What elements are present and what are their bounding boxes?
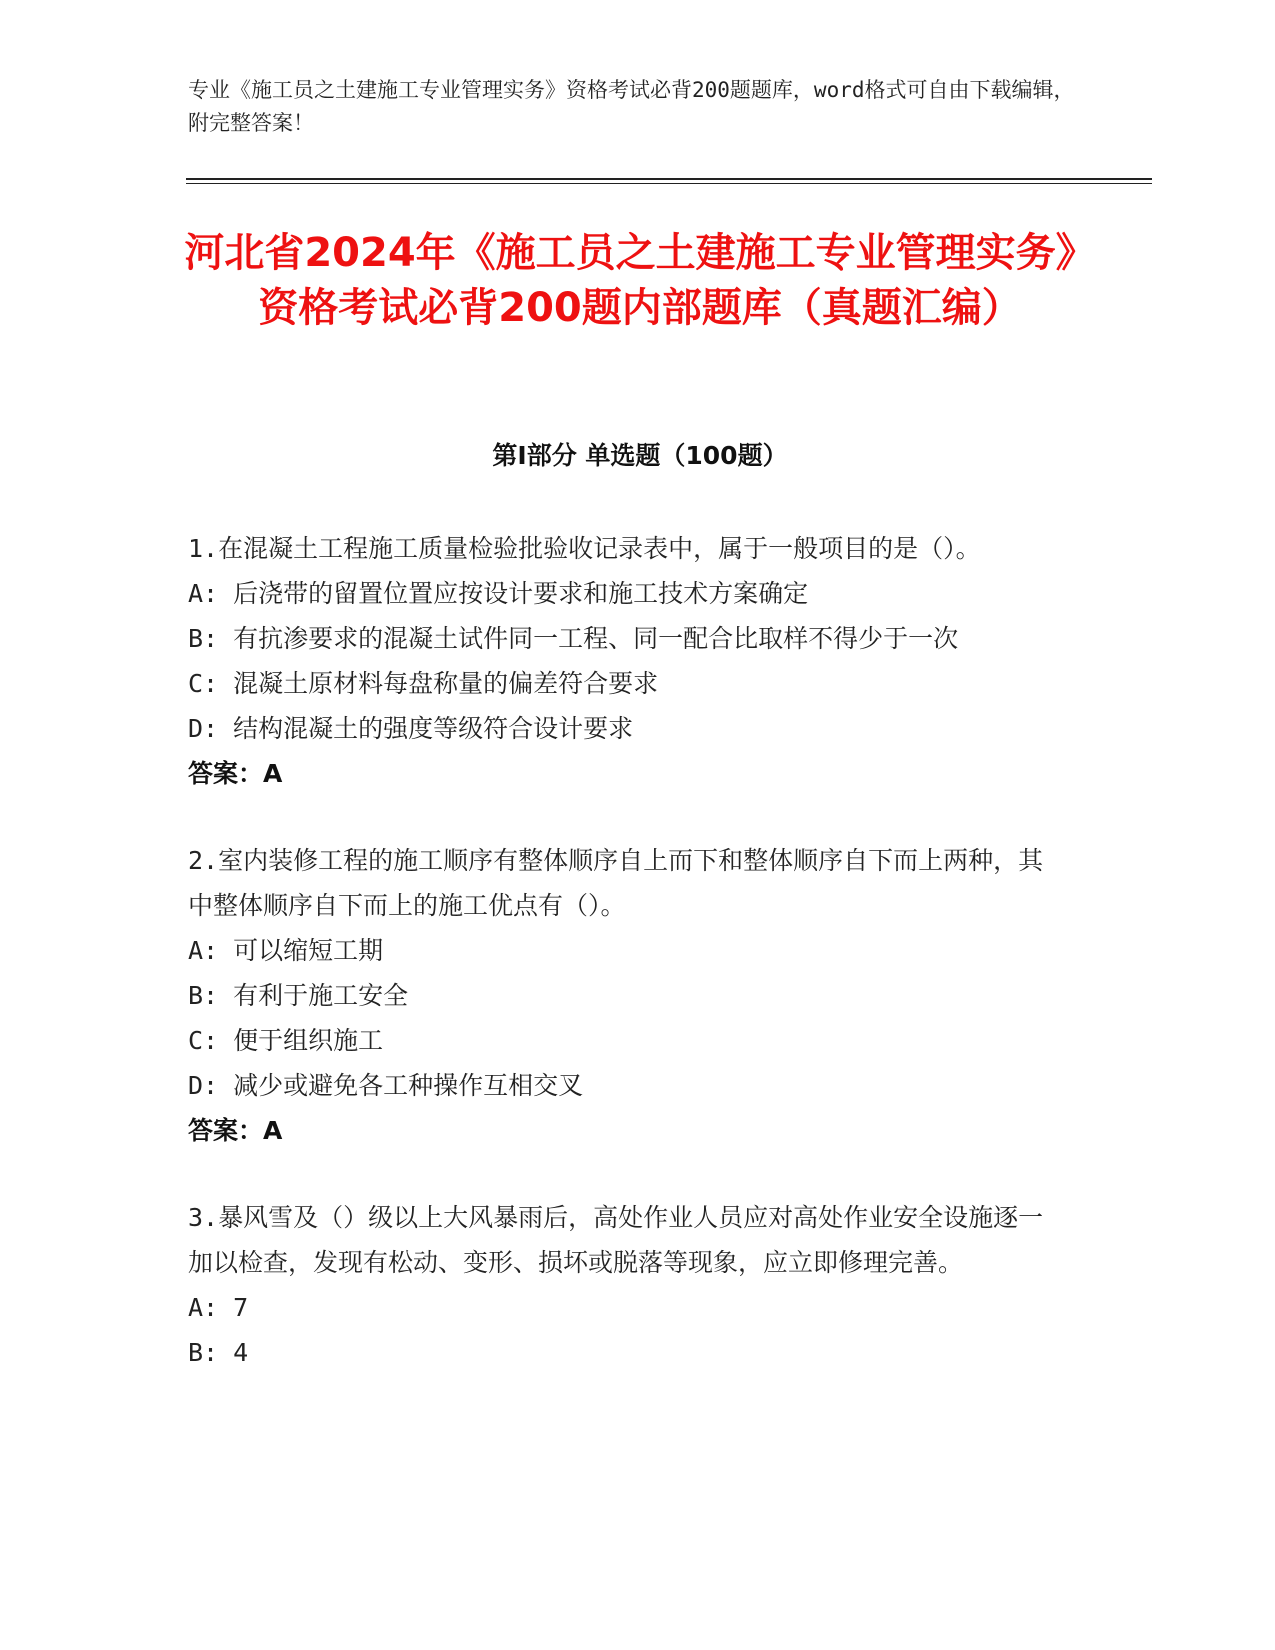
answer: 答案：A bbox=[188, 759, 283, 788]
question-stem: 2.室内装修工程的施工顺序有整体顺序自上而下和整体顺序自下而上两种，其中整体顺序自下而上的施工优点有（）。 bbox=[188, 846, 1044, 920]
option-a: A: 可以缩短工期 bbox=[188, 936, 384, 965]
header-divider-thin bbox=[186, 183, 1152, 184]
option-b: B: 有抗渗要求的混凝土试件同一工程、同一配合比取样不得少于一次 bbox=[188, 624, 959, 653]
question-list bbox=[188, 526, 1068, 1417]
question-3 bbox=[188, 1195, 1068, 1375]
option-d: D: 减少或避免各工种操作互相交叉 bbox=[188, 1071, 584, 1100]
option-d: D: 结构混凝土的强度等级符合设计要求 bbox=[188, 714, 634, 743]
question-1 bbox=[188, 526, 1068, 796]
answer: 答案：A bbox=[188, 1116, 283, 1145]
header-divider-thick bbox=[186, 178, 1152, 180]
option-a: A: 7 bbox=[188, 1293, 249, 1322]
section-heading: 第Ⅰ部分 单选题（100题） bbox=[492, 441, 788, 470]
option-c: C: 混凝土原材料每盘称量的偏差符合要求 bbox=[188, 669, 659, 698]
option-b: B: 有利于施工安全 bbox=[188, 981, 409, 1010]
question-stem: 1.在混凝土工程施工质量检验批验收记录表中，属于一般项目的是（）。 bbox=[188, 534, 981, 563]
question-stem: 3.暴风雪及（）级以上大风暴雨后，高处作业人员应对高处作业安全设施逐一加以检查，发现有松动、变形、损坏或脱落等现象，应立即修理完善。 bbox=[188, 1203, 1044, 1277]
question-2 bbox=[188, 838, 1068, 1153]
header-note: 专业《施工员之土建施工专业管理实务》资格考试必背200题题库，word格式可自由下载编辑，附完整答案！ bbox=[188, 78, 1075, 135]
document-title: 河北省2024年《施工员之土建施工专业管理实务》资格考试必背200题内部题库（真题汇编） bbox=[184, 230, 1096, 331]
option-b: B: 4 bbox=[188, 1338, 249, 1367]
option-c: C: 便于组织施工 bbox=[188, 1026, 384, 1055]
option-a: A: 后浇带的留置位置应按设计要求和施工技术方案确定 bbox=[188, 579, 809, 608]
